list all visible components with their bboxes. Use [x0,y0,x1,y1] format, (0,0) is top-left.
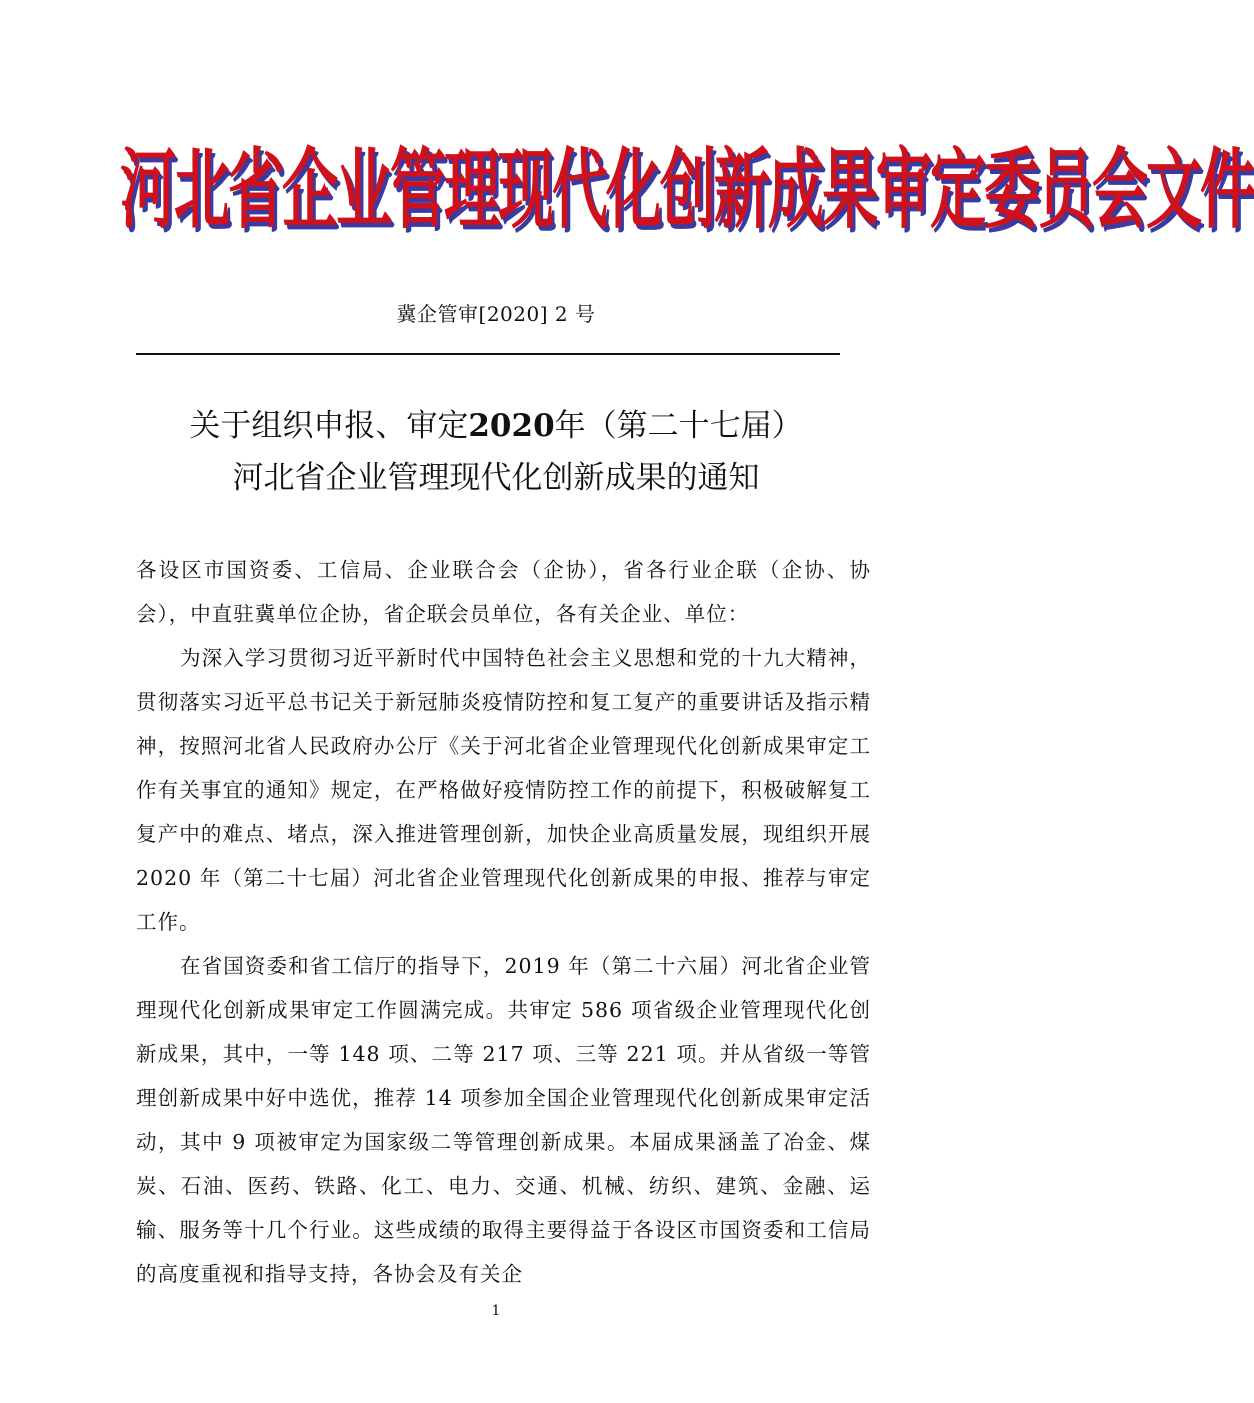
document-header-title: 河北省企业管理现代化创新成果审定委员会文件 [120,140,1254,241]
notice-title-line1-pre: 关于组织申报、审定 [189,408,469,444]
notice-title-line1-post: 年（第二十七届） [554,408,803,444]
notice-title [0,400,992,504]
body-paragraph-1: 为深入学习贯彻习近平新时代中国特色社会主义思想和党的十九大精神，贯彻落实习近平总书记关于新冠肺炎疫情防控和复工复产的重要讲话及指示精神，按照河北省人民政府办公厅《关于河北省企业管理现代化创新成果审定工作有关事宜的通知》规定，在严格做好疫情防控工作的前提下，积极破解复工复产中的难点、堵点，深入推进管理创新，加快企业高质量发展，现组织开展 2020 年（第二十七届）河北省企业管理现代化创新成果的申报、推荐与审定工作。 [136,646,871,934]
notice-title-year: 2020 [468,408,555,444]
addressee-paragraph: 各设区市国资委、工信局、企业联合会（企协），省各行业企联（企协、协会），中直驻冀单位企协，省企联会员单位，各有关企业、单位： [136,558,871,626]
document-body [136,548,871,1296]
notice-title-line1 [0,400,992,452]
body-paragraph-2: 在省国资委和省工信厅的指导下，2019 年（第二十六届）河北省企业管理现代化创新成果审定工作圆满完成。共审定 586 项省级企业管理现代化创新成果，其中，一等 148 项、二等 217 项、三等 221 项。并从省级一等管理创新成果中好中选优，推荐 14 项参加全国企业管理现代化创新成果审定活动，其中 9 项被审定为国家级二等管理创新成果。本届成果涵盖了冶金、煤炭、石油、医药、铁路、化工、电力、交通、机械、纺织、建筑、金融、运输、服务等十几个行业。这些成绩的取得主要得益于各设区市国资委和工信局的高度重视和指导支持，各协会及有关企 [136,954,871,1286]
document-number: 冀企管审[2020] 2 号 [396,302,596,326]
notice-title-line2: 河北省企业管理现代化创新成果的通知 [232,460,760,496]
page-number: 1 [491,1303,501,1319]
header-divider [136,353,840,355]
